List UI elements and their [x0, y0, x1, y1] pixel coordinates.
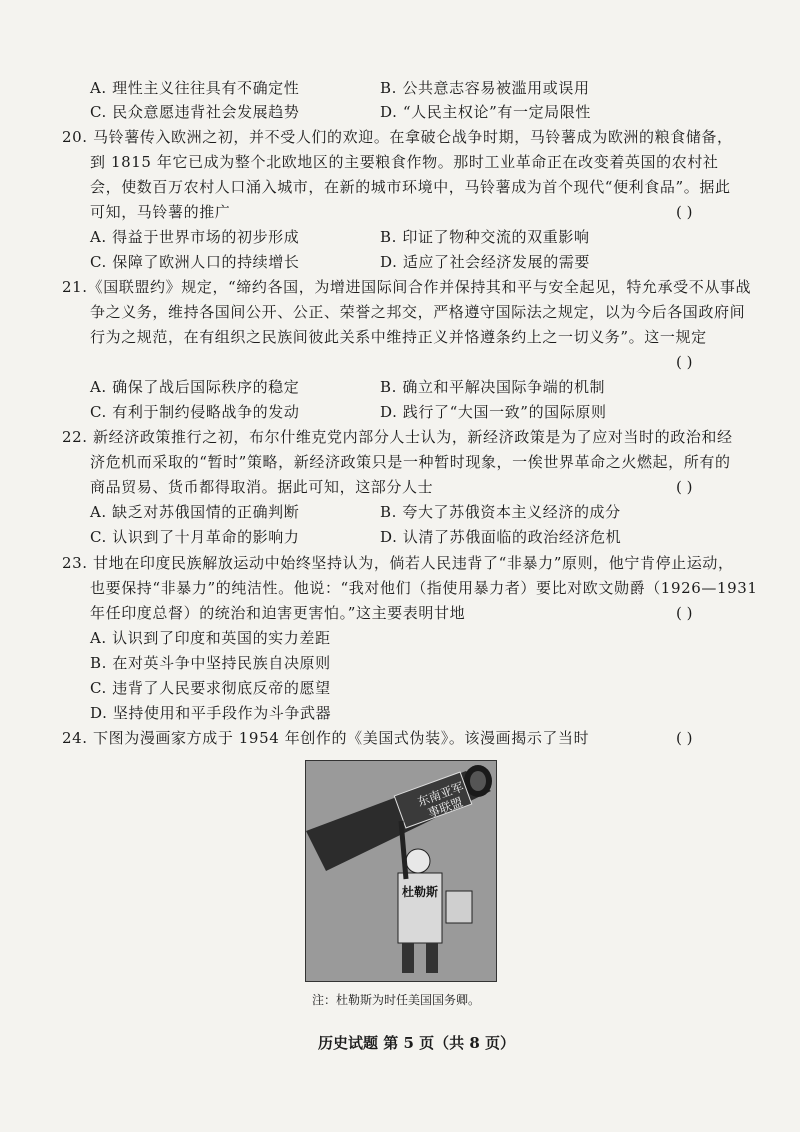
q20-stem-line2: 到 1815 年它已成为整个北欧地区的主要粮食作物。那时工业革命正在改变着英国的农村社: [90, 153, 719, 171]
q23-option-c: C. 违背了人民要求彻底反帝的愿望: [90, 679, 331, 697]
q20-answer-paren: ( ): [676, 203, 693, 221]
q22-option-b: B. 夸大了苏俄资本主义经济的成分: [380, 503, 621, 521]
q21-option-a: A. 确保了战后国际秩序的稳定: [90, 378, 300, 396]
q21-stem-line3: 行为之规范，在有组织之民族间彼此关系中维持正义并恪遵条约上之一切义务”。这一规定: [90, 328, 707, 346]
q23-stem-line1: 23. 甘地在印度民族解放运动中始终坚持认为，倘若人民违背了“非暴力”原则，他宁肯停止运动，: [62, 554, 734, 572]
q20-option-b: B. 印证了物种交流的双重影响: [380, 228, 590, 246]
figure-apron: [398, 873, 442, 943]
q24-stem-line1: 24. 下图为漫画家方成于 1954 年创作的《美国式伪装》。该漫画揭示了当时: [62, 729, 590, 747]
q22-option-d: D. 认清了苏俄面临的政治经济危机: [380, 528, 622, 546]
q23-answer-paren: ( ): [676, 604, 693, 622]
q22-answer-paren: ( ): [676, 478, 693, 496]
q20-option-c: C. 保障了欧洲人口的持续增长: [90, 253, 300, 271]
q20-option-d: D. 适应了社会经济发展的需要: [380, 253, 591, 271]
q20-stem-line4: 可知，马铃薯的推广: [90, 203, 231, 221]
q22-stem-line1: 22. 新经济政策推行之初，布尔什维克党内部分人士认为，新经济政策是为了应对当时的政治和经: [62, 428, 733, 446]
q21-stem-line2: 争之义务，维持各国间公开、公正、荣誉之邦交，严格遵守国际法之规定，以为今后各国政府间: [90, 303, 746, 321]
q21-option-c: C. 有利于制约侵略战争的发动: [90, 403, 300, 421]
q21-stem-line1: 21.《国联盟约》规定，“缔约各国，为增进国际间合作并保持其和平与安全起见，特允承受不从事战: [62, 278, 752, 296]
q22-stem-line2: 济危机而采取的“暂时”策略，新经济政策只是一种暂时现象，一俟世界革命之火燃起，所有的: [90, 453, 731, 471]
q19-option-a: A. 理性主义往往具有不确定性: [90, 79, 300, 97]
q21-option-d: D. 践行了“大国一致”的国际原则: [380, 403, 607, 421]
q23-option-b: B. 在对英斗争中坚持民族自决原则: [90, 654, 331, 672]
cartoon-drawing: [306, 761, 496, 981]
q22-option-a: A. 缺乏对苏俄国情的正确判断: [90, 503, 300, 521]
cartoon-label-apron: 杜勒斯: [402, 885, 439, 899]
q22-stem-line3: 商品贸易、货币都得取消。据此可知，这部分人士: [90, 478, 434, 496]
q21-answer-paren: ( ): [676, 353, 693, 371]
q24-answer-paren: ( ): [676, 729, 693, 747]
q20-option-a: A. 得益于世界市场的初步形成: [90, 228, 300, 246]
money-bag: [446, 891, 472, 923]
q19-option-c: C. 民众意愿违背社会发展趋势: [90, 103, 300, 121]
q23-stem-line3: 年任印度总督）的统治和迫害更害怕。”这主要表明甘地: [90, 604, 466, 622]
cartoon-label-cannon: 东南亚军事联盟: [415, 779, 466, 821]
cartoon-image: [305, 760, 497, 982]
q23-option-a: A. 认识到了印度和英国的实力差距: [90, 629, 331, 647]
q19-option-b: B. 公共意志容易被滥用或误用: [380, 79, 590, 97]
q20-stem-line3: 会，使数百万农村人口涌入城市，在新的城市环境中，马铃薯成为首个现代“便利食品”。据此: [90, 178, 731, 196]
q23-option-d: D. 坚持使用和平手段作为斗争武器: [90, 704, 332, 722]
q23-stem-line2: 也要保持“非暴力”的纯洁性。他说：“我对他们（指使用暴力者）要比对欧文勋爵（1926—1931: [90, 579, 758, 597]
q22-option-c: C. 认识到了十月革命的影响力: [90, 528, 300, 546]
q21-option-b: B. 确立和平解决国际争端的机制: [380, 378, 606, 396]
figure-head: [406, 849, 430, 873]
page-footer: 历史试题 第 5 页（共 8 页）: [318, 1034, 515, 1052]
q20-stem-line1: 20. 马铃薯传入欧洲之初，并不受人们的欢迎。在拿破仑战争时期，马铃薯成为欧洲的粮食储备，: [62, 128, 733, 146]
q19-option-d: D. “人民主权论”有一定局限性: [380, 103, 591, 121]
cartoon-note: 注：杜勒斯为时任美国国务卿。: [312, 993, 481, 1007]
